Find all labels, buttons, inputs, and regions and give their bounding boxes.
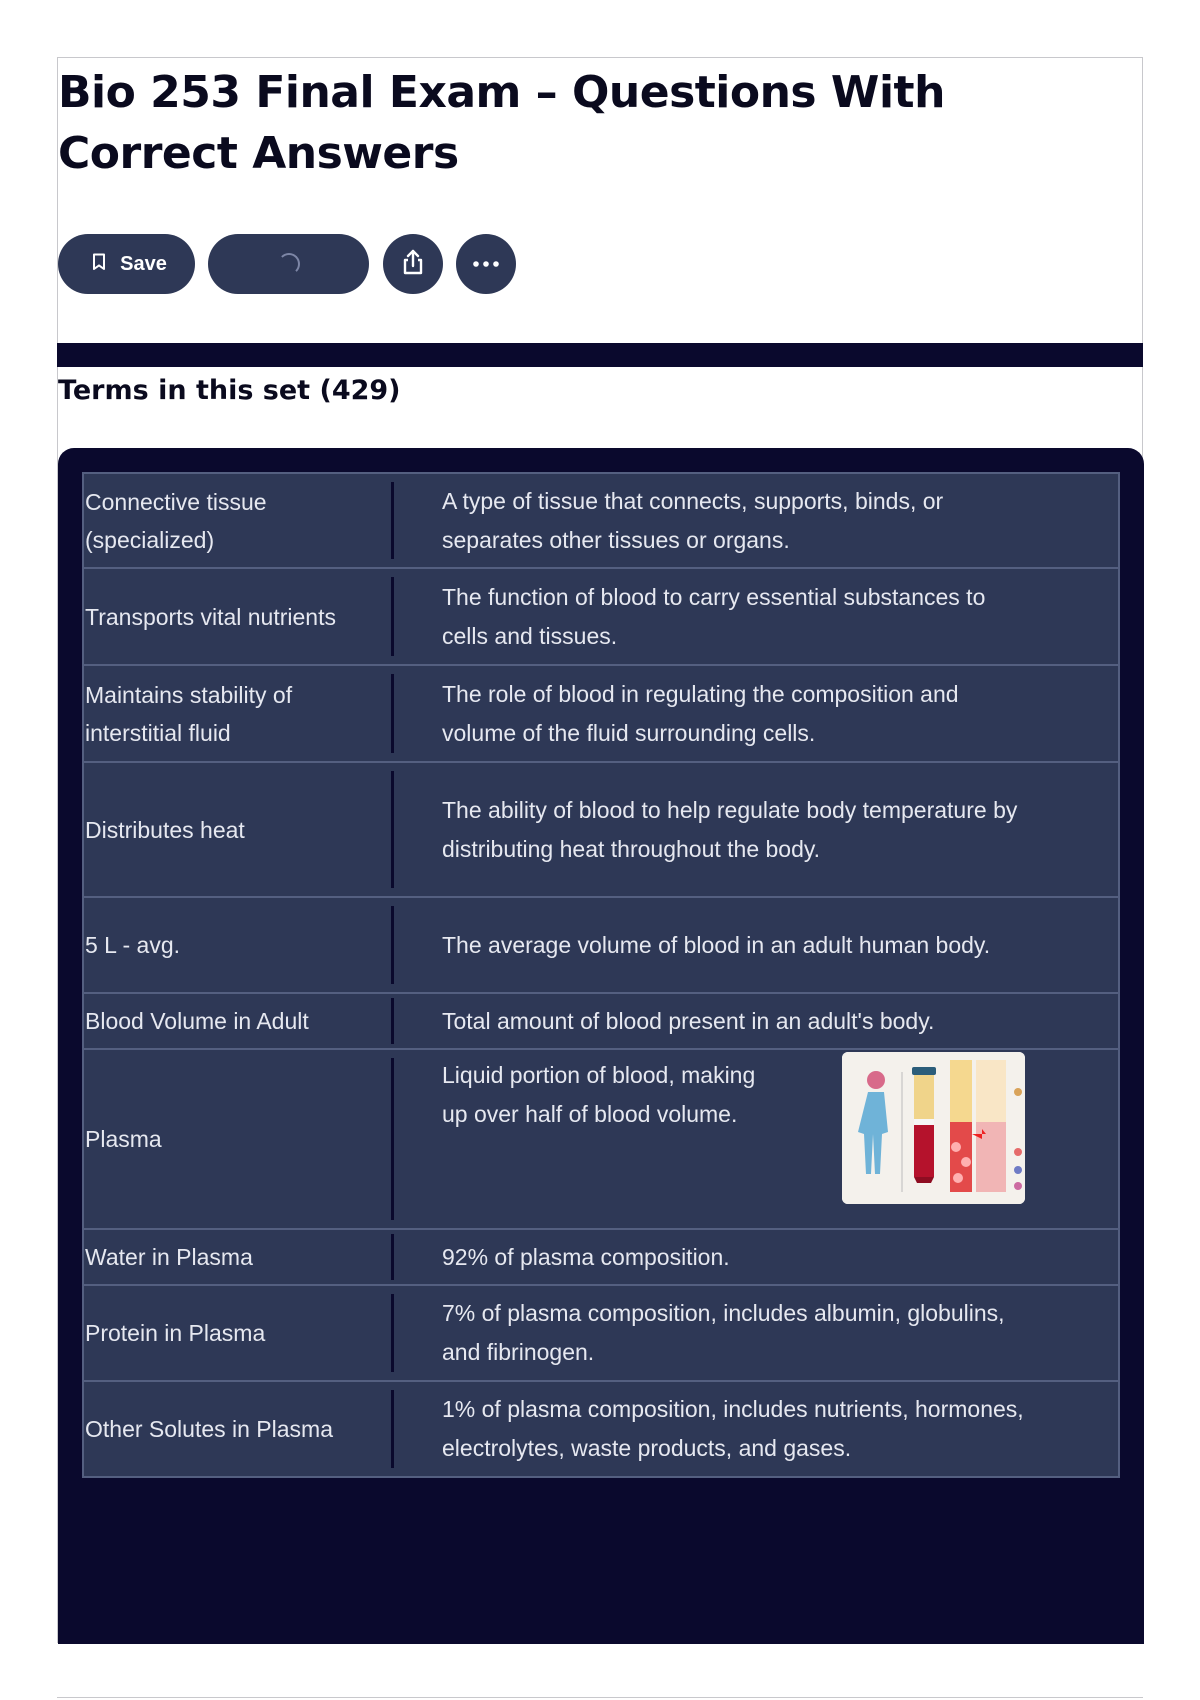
definition-text: The average volume of blood in an adult human body. bbox=[442, 931, 991, 958]
term-text: Maintains stability of interstitial fluid bbox=[84, 674, 394, 753]
term-text: Protein in Plasma bbox=[84, 1294, 394, 1372]
terms-list bbox=[82, 472, 1120, 1476]
study-set-page bbox=[57, 57, 1143, 1643]
term-text: Connective tissue (specialized) bbox=[84, 482, 394, 559]
save-button-label: Save bbox=[120, 252, 167, 275]
terms-panel bbox=[58, 448, 1144, 1644]
bottom-divider bbox=[57, 1697, 1143, 1698]
definition-text: Total amount of blood present in an adult's body. bbox=[442, 1007, 935, 1034]
bookmark-icon bbox=[92, 253, 106, 276]
page-title: Bio 253 Final Exam – Questions With Correct Answers bbox=[58, 67, 945, 179]
term-row[interactable] bbox=[82, 992, 1120, 1050]
term-text: Plasma bbox=[84, 1058, 394, 1220]
blood-composition-image[interactable] bbox=[842, 1052, 1025, 1204]
term-text: Other Solutes in Plasma bbox=[84, 1390, 394, 1468]
definition-text: 7% of plasma composition, includes albumin, globulins, and fibrinogen. bbox=[442, 1300, 1005, 1365]
definition-text: 1% of plasma composition, includes nutrients, hormones, electrolytes, waste products, and gases. bbox=[442, 1396, 1024, 1461]
definition-text: A type of tissue that connects, supports, binds, or separates other tissues or organs. bbox=[442, 487, 944, 553]
term-row[interactable] bbox=[82, 664, 1120, 763]
term-text: Water in Plasma bbox=[84, 1234, 394, 1280]
share-icon bbox=[400, 248, 426, 281]
term-row[interactable] bbox=[82, 761, 1120, 898]
term-row[interactable] bbox=[82, 1380, 1120, 1478]
definition-text: The function of blood to carry essential substances to cells and tissues. bbox=[442, 583, 986, 649]
spinner-icon bbox=[278, 253, 300, 275]
terms-heading: Terms in this set (429) bbox=[58, 375, 401, 406]
term-text: Blood Volume in Adult bbox=[84, 998, 394, 1044]
more-options-button[interactable] bbox=[456, 234, 516, 294]
term-row[interactable] bbox=[82, 896, 1120, 994]
definition-text: The role of blood in regulating the composition and volume of the fluid surrounding cells. bbox=[442, 680, 959, 746]
term-text: Distributes heat bbox=[84, 771, 394, 888]
term-row[interactable] bbox=[82, 1228, 1120, 1286]
loading-button[interactable] bbox=[208, 234, 369, 294]
term-text: Transports vital nutrients bbox=[84, 577, 394, 656]
term-text: 5 L - avg. bbox=[84, 906, 394, 984]
term-row[interactable] bbox=[82, 1048, 1120, 1230]
term-row[interactable] bbox=[82, 567, 1120, 666]
share-button[interactable] bbox=[383, 234, 443, 294]
section-divider bbox=[57, 343, 1143, 367]
definition-text: 92% of plasma composition. bbox=[442, 1243, 730, 1270]
more-horizontal-icon bbox=[472, 255, 500, 273]
term-row[interactable] bbox=[82, 1284, 1120, 1382]
definition-text: The ability of blood to help regulate body temperature by distributing heat throughout the body. bbox=[442, 796, 1018, 862]
save-button[interactable] bbox=[58, 234, 195, 294]
definition-text: Liquid portion of blood, making up over half of blood volume. bbox=[442, 1062, 756, 1127]
term-row[interactable] bbox=[82, 472, 1120, 569]
